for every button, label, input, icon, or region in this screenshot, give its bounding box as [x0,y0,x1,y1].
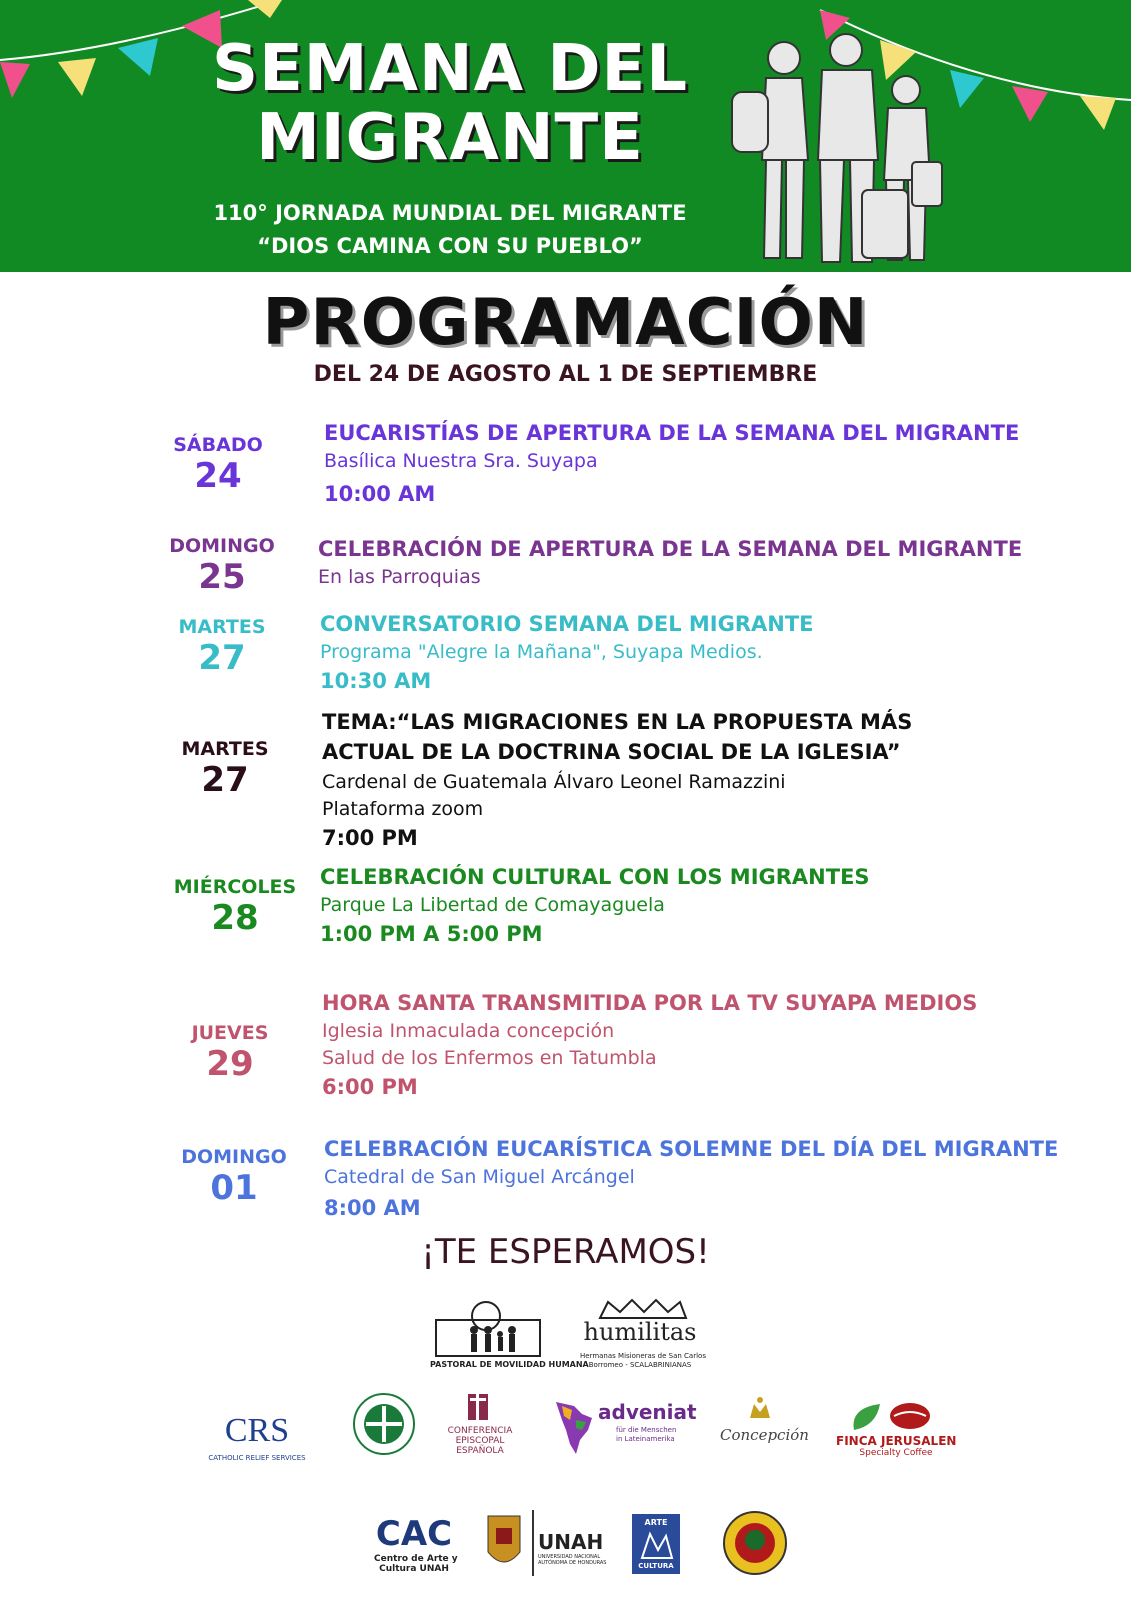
programacion-title: PROGRAMACIÓN [262,286,869,360]
day-name: SÁBADO [173,434,263,456]
event-day-6 [170,1022,290,1084]
event-place: Programa "Alegre la Mañana", Suyapa Medios. [320,641,763,663]
unah-sub1: UNIVERSIDAD NACIONAL [538,1554,601,1560]
adveniat-sub1: für die Menschen [616,1426,677,1434]
cultura-label: CULTURA [638,1562,674,1570]
event-title: CONVERSATORIO SEMANA DEL MIGRANTE [320,612,814,636]
event-place: Parque La Libertad de Comayaguela [320,894,665,916]
garifuna-center-logo [722,1510,788,1576]
banner-subtitle-line2: “DIOS CAMINA CON SU PUEBLO” [257,234,643,258]
event-title-line2: ACTUAL DE LA DOCTRINA SOCIAL DE LA IGLESIA” [322,740,901,764]
adveniat-sub2: in Lateinamerika [616,1435,675,1443]
humilitas-wordmark: humilitas [583,1318,697,1346]
event-2 [318,534,1022,591]
adveniat-wordmark: adveniat [598,1400,697,1424]
event-time: 6:00 PM [322,1075,418,1099]
event-6 [322,988,977,1102]
migrant-family-illustration [722,30,962,272]
banner-title-line1: SEMANA DEL [211,32,689,106]
event-7 [324,1134,1058,1223]
event-title-line1: TEMA:“LAS MIGRACIONES EN LA PROPUESTA MÁS [322,710,913,734]
usccb-seal-icon [352,1392,416,1456]
humilitas-logo [580,1298,706,1372]
event-1 [324,418,1019,509]
pastoral-movilidad-logo [430,1300,589,1372]
concepcion-wordmark: Concepción [720,1426,809,1444]
cee-line3: ESPAÑOLA [456,1446,504,1456]
unah-shield-logo [484,1512,524,1574]
event-day-2 [158,535,286,597]
unah-sub2: AUTÓNOMA DE HONDURAS [538,1560,607,1566]
banner-title-line2: MIGRANTE [256,101,644,175]
coffee-bean-icon [836,1400,956,1432]
day-number: 28 [211,898,259,938]
day-name: MIÉRCOLES [173,876,297,898]
day-name: DOMINGO [169,535,275,557]
cac-logo [374,1514,458,1574]
event-day-1 [158,434,278,496]
day-name: MARTES [178,616,266,638]
event-day-7 [170,1146,298,1208]
cee-logo [440,1390,520,1462]
day-number: 25 [198,557,246,597]
finca-jerusalen-logo [836,1400,956,1460]
event-3 [320,609,814,696]
pastoral-family-icon [434,1300,546,1360]
programacion-dates: DEL 24 DE AGOSTO AL 1 DE SEPTIEMBRE [313,362,818,387]
event-place: Iglesia Inmaculada concepción [322,1020,615,1042]
event-title: HORA SANTA TRANSMITIDA POR LA TV SUYAPA MEDIOS [322,991,978,1015]
event-title: CELEBRACIÓN DE APERTURA DE LA SEMANA DEL MIGRANTE [318,537,1023,561]
closing-message: ¡TE ESPERAMOS! [421,1232,710,1272]
event-day-4 [165,738,285,800]
crs-wordmark: CRS [224,1412,290,1449]
event-place: En las Parroquias [318,566,481,588]
event-platform: Plataforma zoom [322,798,484,820]
event-title: CELEBRACIÓN CULTURAL CON LOS MIGRANTES [320,865,870,889]
unah-logo [538,1530,608,1570]
event-time: 1:00 PM A 5:00 PM [320,922,543,946]
day-name: MARTES [181,738,269,760]
finca-wordmark: FINCA JERUSALEN [836,1434,957,1448]
day-name: JUEVES [191,1022,269,1044]
finca-sublabel: Specialty Coffee [859,1448,933,1458]
pastoral-label: PASTORAL DE MOVILIDAD HUMANA [430,1360,589,1369]
unah-wordmark: UNAH [538,1530,604,1554]
day-number: 27 [201,760,249,800]
event-time: 8:00 AM [324,1196,421,1220]
crs-logo [204,1408,310,1468]
cee-line1: CONFERENCIA [447,1426,513,1436]
event-detail: Salud de los Enfermos en Tatumbla [322,1047,657,1069]
latin-america-map-icon [552,1400,596,1456]
circular-seal-icon [722,1510,788,1576]
cee-line2: EPISCOPAL [455,1436,505,1446]
event-place: Basílica Nuestra Sra. Suyapa [324,450,598,472]
arte-label: ARTE [644,1518,668,1527]
banner-subtitle-line1: 110° JORNADA MUNDIAL DEL MIGRANTE [213,201,687,225]
event-time: 7:00 PM [322,826,418,850]
humilitas-sub1: Hermanas Misioneras de San Carlos [580,1352,706,1360]
adveniat-logo [552,1400,697,1460]
event-time: 10:00 AM [324,482,436,506]
event-day-5 [160,876,310,938]
cee-cross-icon [440,1390,520,1422]
cac-sub2: Cultura UNAH [379,1564,449,1574]
day-number: 29 [206,1044,254,1084]
day-name: DOMINGO [181,1146,287,1168]
logo-divider [532,1510,534,1576]
usccb-logo [352,1392,416,1456]
event-time: 10:30 AM [320,669,432,693]
event-day-3 [158,616,286,678]
university-shield-icon [484,1512,524,1574]
cac-wordmark: CAC [375,1514,453,1554]
event-5 [320,862,870,949]
header-banner [0,0,1131,272]
crs-sublabel: CATHOLIC RELIEF SERVICES [208,1454,306,1462]
event-4 [322,707,912,853]
arte-figure-icon [632,1530,680,1560]
event-speaker: Cardenal de Guatemala Álvaro Leonel Ramazzini [322,771,786,793]
crown-stars-icon [720,1396,800,1422]
humilitas-sub2: Borromeo - SCALABRINIANAS [588,1361,692,1369]
concepcion-logo [720,1396,809,1464]
day-number: 24 [194,456,242,496]
event-title: EUCARISTÍAS DE APERTURA DE LA SEMANA DEL MIGRANTE [324,421,1020,445]
day-number: 27 [198,638,246,678]
event-title: CELEBRACIÓN EUCARÍSTICA SOLEMNE DEL DÍA DEL MIGRANTE [324,1137,1059,1161]
event-place: Catedral de San Miguel Arcángel [324,1166,635,1188]
cac-sub1: Centro de Arte y [374,1554,458,1564]
arte-cultura-logo [632,1514,680,1574]
day-number: 01 [210,1168,258,1208]
